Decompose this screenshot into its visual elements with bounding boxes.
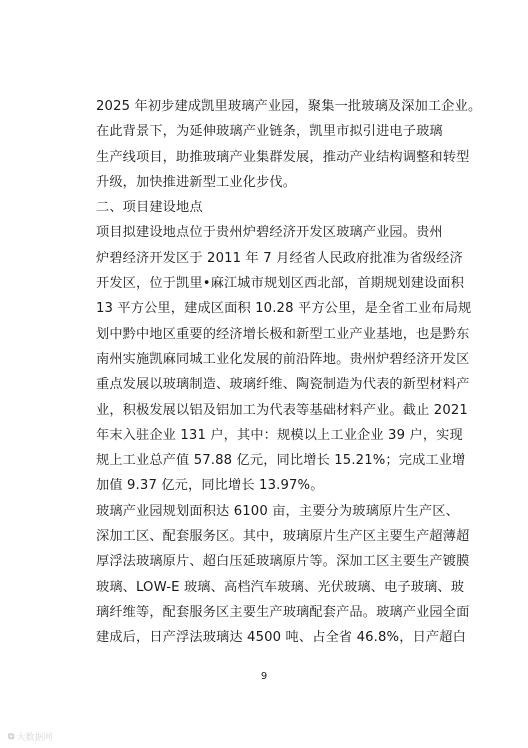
text-line: 璃纤维等，配套服务区主要生产玻璃配套产品。玻璃产业园全面 [96, 604, 470, 620]
text-line: 南州实施凯麻同城工业化发展的前沿阵地。贵州炉碧经济开发区 [96, 351, 470, 367]
watermark [8, 730, 52, 743]
text-line: 划中黔中地区重要的经济增长极和新型工业产业基地，也是黔东 [96, 326, 470, 342]
text-line: 业，积极发展以铝及铝加工为代表等基础材料产业。截止 2021 [96, 402, 468, 418]
watermark-logo-icon: ⧉ [8, 731, 15, 742]
text-line: 在此背景下，为延伸玻璃产业链条，凯里市拟引进电子玻璃 [96, 124, 443, 140]
text-line: 玻璃、LOW-E 玻璃、高档汽车玻璃、光伏玻璃、电子玻璃、玻 [96, 579, 465, 595]
text-line: 生产线项目，助推玻璃产业集群发展，推动产业结构调整和转型 [96, 149, 470, 165]
text-line: 加值 9.37 亿元，同比增长 13.97%。 [96, 478, 324, 494]
page-number: 9 [260, 671, 268, 682]
text-line: 炉碧经济开发区于 2011 年 7 月经省人民政府批准为省级经济 [96, 250, 463, 266]
text-line: 13 平方公里，建成区面积 10.28 平方公里，是全省工业布局规 [96, 301, 472, 317]
text-line: 厚浮法玻璃原片、超白压延玻璃原片等。深加工区主要生产镀膜 [96, 554, 470, 570]
text-line: 深加工区、配套服务区。其中，玻璃原片生产区主要生产超薄超 [96, 529, 470, 545]
watermark-text: 大数据网 [16, 733, 53, 743]
text-line: 玻璃产业园规划面积达 6100 亩，主要分为玻璃原片生产区、 [96, 503, 459, 519]
text-line: 2025 年初步建成凯里玻璃产业园，聚集一批玻璃及深加工企业。 [96, 99, 482, 114]
text-line: 重点发展以玻璃制造、玻璃纤维、陶瓷制造为代表的新型材料产 [96, 377, 470, 393]
text-line: 规上工业总产值 57.88 亿元，同比增长 15.21%；完成工业增 [96, 453, 466, 469]
text-line: 建成后，日产浮法玻璃达 4500 吨、占全省 46.8%，日产超白 [96, 630, 466, 646]
text-line: 年末入驻企业 131 户，其中：规模以上工业企业 39 户，实现 [96, 427, 463, 443]
document-body [96, 94, 482, 651]
text-line: 升级，加快推进新型工业化步伐。 [96, 174, 297, 190]
section-heading: 二、项目建设地点 [96, 200, 203, 216]
text-line: 开发区，位于凯里•麻江城市规划区西北部，首期规划建设面积 [96, 276, 465, 292]
text-line: 项目拟建设地点位于贵州炉碧经济开发区玻璃产业园。贵州 [96, 225, 443, 241]
